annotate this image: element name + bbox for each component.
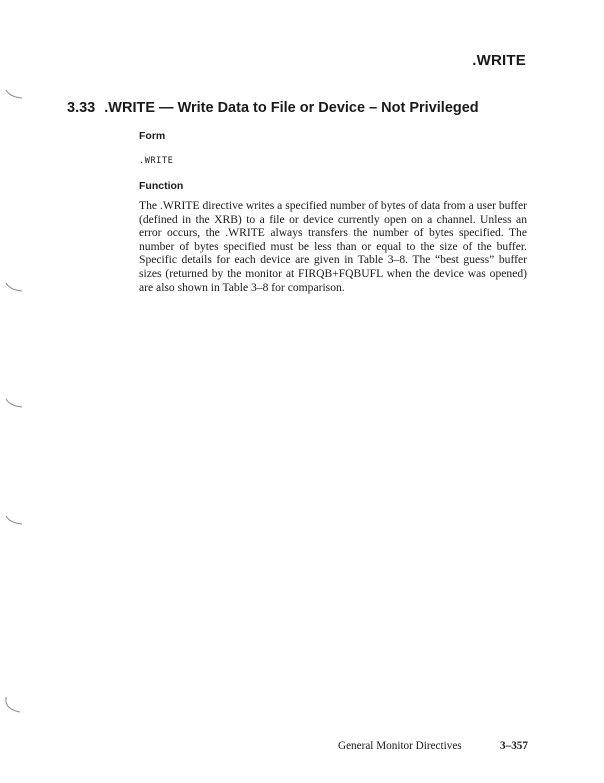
function-paragraph: The .WRITE directive writes a specified number of bytes of data from a user buffer (defined in the XRB) to a file or device currently open on a channel. Unless an error occurs, the .WRITE always transfers the number of bytes specified. The number of bytes specified must be less than or equal to the size of the buffer. Specific details for each device are given in Table 3–8. The “best guess” buffer sizes (returned by the monitor at FIRQB+FQBUFL when the device was opened) are also shown in Table 3–8 for comparison.	[139, 199, 527, 294]
form-heading: Form	[139, 130, 166, 142]
binding-mark	[0, 281, 28, 295]
function-heading: Function	[139, 180, 184, 192]
binding-mark	[0, 397, 28, 411]
section-number: 3.33	[67, 100, 96, 116]
page-number: 3–357	[500, 740, 528, 752]
binding-mark	[0, 88, 28, 102]
form-code: .WRITE	[139, 156, 174, 166]
running-head: .WRITE	[472, 52, 526, 69]
section-title: .WRITE — Write Data to File or Device – Not Privileged	[104, 100, 479, 116]
binding-mark	[0, 696, 28, 716]
binding-mark	[0, 514, 28, 528]
footer-title: General Monitor Directives	[338, 740, 462, 752]
section-heading	[67, 100, 567, 116]
